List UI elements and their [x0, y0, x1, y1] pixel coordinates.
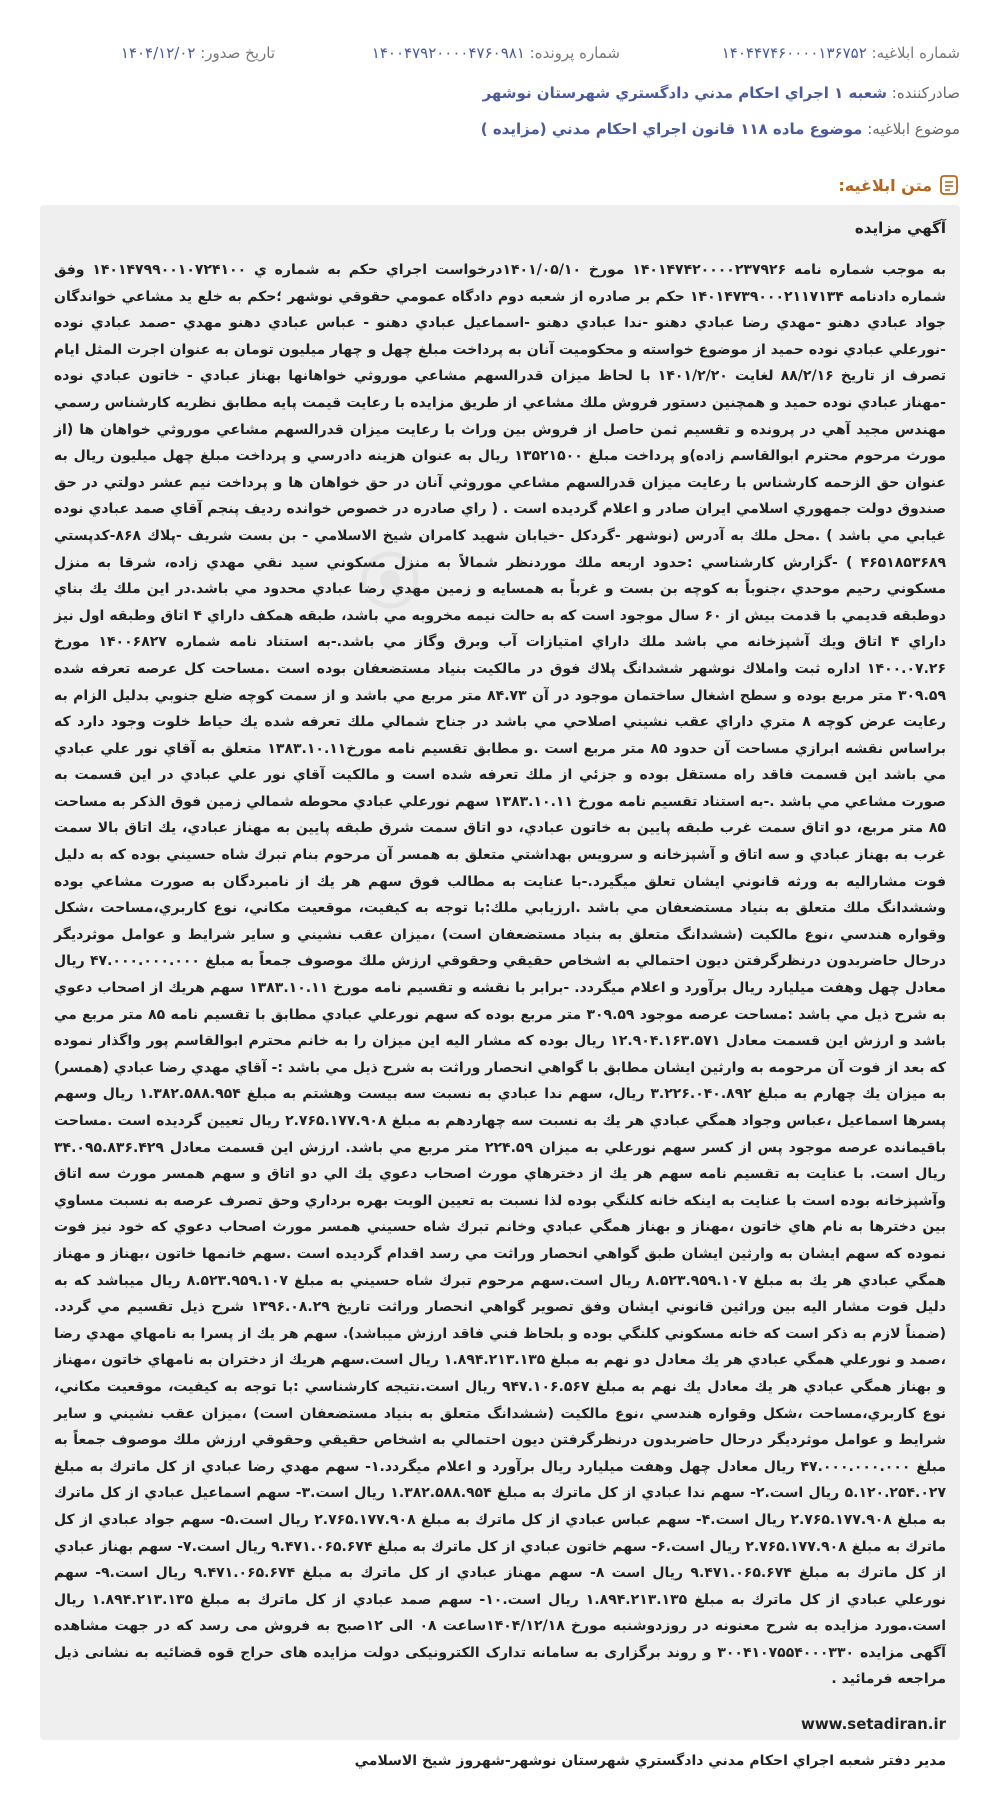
setadiran-link[interactable]: www.setadiran.ir	[800, 1715, 946, 1734]
issuer-label: صادرکننده:	[891, 84, 960, 102]
notice-number	[722, 44, 960, 62]
notice-meta-row	[40, 44, 960, 72]
notice-text-heading	[838, 172, 960, 198]
issue-date-label: تاریخ صدور:	[200, 44, 275, 62]
notice-text-heading-label: متن ابلاغیه:	[838, 175, 932, 195]
notice-document-icon	[938, 174, 960, 196]
notice-number-value: ۱۴۰۴۴۷۴۶۰۰۰۰۱۳۶۷۵۲	[721, 44, 867, 62]
case-number-label: شماره پرونده:	[529, 44, 620, 62]
notice-number-label: شماره ابلاغیه:	[871, 44, 960, 62]
issuer-line	[40, 84, 960, 110]
notice-text-box	[40, 205, 960, 1770]
notice-body: به موجب شماره نامه ۱۴۰۱۴۷۴۲۰۰۰۰۲۳۷۹۲۶ مورخ ۱۴۰۱/۰۵/۱۰درخواست اجراي حكم به شماره ي ۱۴۰۱۴۷۹۹۰۰۱۰۷۲۴۱۰۰ وفق شماره دادنامه ۱۴۰۱۴۷۳۹۰۰۰۲۱۱۷۱۳۴ حكم بر صادره از شعبه دوم دادگاه عمومي حقوقي نوشهر ؛حكم به خلع يد مشاعي خواندگان جواد عبادي دهنو -مهدي رضا عبادي دهنو -ندا عبادي دهنو -اسماعيل عبادي دهنو - عباس عبادي دهنو مهدي -صمد عبادي نوده -نورعلي عبادي نوده حميد از موضوع خواسته و محكوميت آنان به پرداخت مبلغ چهل و چهار ميليون تومان به عنوان اجرت المثل ايام تصرف از تاريخ ۸۸/۲/۱۶ لغايت ۱۴۰۱/۲/۲۰ با لحاظ ميزان قدرالسهم مشاعي موروثي خواهانها بهناز عبادي - خاتون عبادي نوده -مهناز عبادي نوده حميد و همچنين دستور فروش ملك مشاعي از طريق مزايده با رعايت قيمت پايه مطابق نظريه كارشناس رسمي مهندس مجيد آهي در پرونده و تقسيم ثمن حاصل از فروش بين وراث با رعايت ميزان قدرالسهم مشاعي موروثي خواهان ها (از مورث مرحوم محترم ابوالقاسم زاده)و پرداخت مبلغ ۱۳۵۲۱۵۰۰ ريال به عنوان هزينه دادرسي و پرداخت مبلغ چهل ميليون ريال به عنوان حق الزحمه كارشناس با رعايت ميزان قدرالسهم مشاعي موروثي آنان در حق خواهان ها و پرداخت نيم عشر دولتي در حق صندوق دولت جمهوري اسلامي ايران صادر و اعلام گرديده است . ( راي صادره در خصوص خوانده رديف پنجم آقاي صمد عبادي نوده غيابي مي باشد ) .محل ملك به آدرس (نوشهر -گردكل -خيابان شهيد كامران شيخ الاسلامي - بن بست شريف -پلاك ۸۶۸-كدپستي ۴۶۵۱۸۵۳۶۸۹ ) -گزارش كارشناسي :حدود اربعه ملك موردنظر شمالاً به منزل مسكوني سيد نقي مهدي زاده، شرقا به منزل مسكوني رحيم موحدي ،جنوباً به كوچه بن بست و غرباً به همسايه و زمين مهدي رضا عبادي محدود مي باشد.در اين ملك يك بناي دوطبقه قديمي با قدمت بيش از ۶۰ سال موجود است كه به حالت نيمه مخروبه مي باشد، طبقه همكف داراي ۴ اتاق وطبقه اول نيز داراي ۴ اتاق ويك آشپزخانه مي باشد ملك داراي امتيازات آب وبرق وگاز مي باشد.-به استناد نامه شماره ۱۴۰۰۶۸۲۷ مورخ ۱۴۰۰.۰۷.۲۶ اداره ثبت واملاك نوشهر ششدانگ پلاك فوق در مالكيت بنياد مستضعفان بوده است .مساحت كل عرصه تعرفه شده ۳۰۹.۵۹ متر مربع بوده و سطح اشغال ساختمان موجود در آن ۸۴.۷۳ متر مربع مي باشد و از سمت كوچه ضلع جنوبي بدليل الزام به رعايت عرض كوچه ۸ متري داراي عقب نشيني اصلاحي مي باشد در جناح شمالي ملك تعرفه شده يك حياط خلوت وجود دارد كه براساس نقشه ابرازي مساحت آن حدود ۸۵ متر مربع است .و مطابق تقسيم نامه مورخ۱۳۸۳.۱۰.۱۱ متعلق به آقاي نور علي عبادي مي باشد اين قسمت فاقد راه مستقل بوده و جزئي از ملك تعرفه شده است و مالكيت آقاي نور علي عبادي در اين قسمت به صورت مشاعي مي باشد .-به استناد تقسيم نامه مورخ ۱۳۸۳.۱۰.۱۱ سهم نورعلي عبادي محوطه شمالي زمين فوق الذكر به مساحت ۸۵ متر مربع، دو اتاق سمت غرب طبقه پايين به خاتون عبادي، دو اتاق سمت شرق طبقه پايين به مهناز عبادي، يك اتاق بالا سمت غرب به بهناز عبادي و سه اتاق و آشپزخانه و سرويس بهداشتي متعلق به همسر آن مرحوم بنام تبرك شاه حسيني بوده كه به دليل فوت مشاراليه به ورثه قانوني ايشان تعلق ميگيرد.-با عنايت به مطالب فوق سهم هر يك از نامبردگان به صورت مشاعي بوده وششدانگ ملك متعلق به بنياد مستضعفان مي باشد .ارزيابي ملك:با توجه به كيفيت، موقعيت مكاني، نوع كاربري،مساحت ،شكل وقواره هندسي ،نوع مالكيت (ششدانگ متعلق به بنياد مستضعفان است) ،ميزان عقب نشيني و ساير شرايط و عوامل موثرديگر درحال حاضربدون درنظرگرفتن ديون احتمالي به اشخاص حقيقي وحقوقي ارزش ملك موصوف جمعاً به مبلغ ۴۷.۰۰۰.۰۰۰.۰۰۰ ريال معادل چهل وهفت ميليارد ريال برآورد و اعلام ميگردد. -برابر با نقشه و تقسيم نامه مورخ ۱۳۸۳.۱۰.۱۱ سهم هريك از اصحاب دعوي به شرح ذيل مي باشد :مساحت عرصه موجود ۳۰۹.۵۹ متر مربع بوده كه سهم نورعلي عبادي مطابق با تقسيم نامه ۸۵ متر مربع مي باشد و ارزش اين قسمت معادل ۱۲.۹۰۴.۱۶۳.۵۷۱ ريال بوده كه مشار اليه اين ميزان را به خانم محترم ابوالقاسم پور واگذار نموده كه بعد از فوت آن مرحومه به وارثين ايشان مطابق با گواهي انحصار وراثت به شرح ذيل مي باشد :- آقاي مهدي رضا عبادي (همسر) به ميزان يك چهارم به مبلغ ۳.۲۲۶.۰۴۰.۸۹۲ ريال، سهم ندا عبادي به نسبت سه بيست وهشتم به مبلغ ۱.۳۸۲.۵۸۸.۹۵۴ ريال وسهم پسرها اسماعيل ،عباس وجواد همگي عبادي هر يك به نسبت سه چهاردهم به مبلغ ۲.۷۶۵.۱۷۷.۹۰۸ ريال تعيين گرديده است .مساحت باقيمانده عرصه موجود پس از كسر سهم نورعلي به ميزان ۲۲۴.۵۹ متر مربع مي باشد. ارزش اين قسمت معادل ۳۴.۰۹۵.۸۳۶.۴۲۹ ريال است. با عنايت به تقسيم نامه سهم هر يك از دخترهاي مورث اصحاب دعوي يك الي دو اتاق و سهم همسر مورث سه اتاق وآشپزخانه بوده است با عنايت به اينكه خانه كلنگي بوده لذا نسبت به تعيين الويت بهره برداري وحق تصرف عرصه به نسبت مساوي بين دخترها به نام هاي خاتون ،مهناز و بهناز همگي عبادي وخانم تبرك شاه حسيني همسر مورث اصحاب دعوي كه خود نيز فوت نموده كه سهم ايشان به وارثين ايشان طبق گواهي انحصار وراثت مي رسد اقدام گرديده است .سهم خانمها خاتون ،بهناز و مهناز همگي عبادي هر يك به مبلغ ۸.۵۲۳.۹۵۹.۱۰۷ ريال است.سهم مرحوم تبرك شاه حسيني به مبلغ ۸.۵۲۳.۹۵۹.۱۰۷ ريال ميباشد كه به دليل فوت مشار اليه بين وراثين قانوني ايشان وفق تصوير گواهي انحصار وراثت تاريخ ۱۳۹۶.۰۸.۲۹ شرح ذيل تقسيم مي گردد.(ضمناً لازم به ذكر است كه خانه مسكوني كلنگي بوده و بلحاظ فني فاقد ارزش ميباشد). سهم هر يك از پسرا به نامهاي مهدي رضا ،صمد و نورعلي همگي عبادي هر يك معادل دو نهم به مبلغ ۱.۸۹۴.۲۱۳.۱۳۵ ريال است.سهم هريك از دختران به نامهاي خاتون ،مهناز و بهناز همگي عبادي هر يك معادل يك نهم به مبلغ ۹۴۷.۱۰۶.۵۶۷ ريال است.نتيجه كارشناسي :با توجه به كيفيت، موقعيت مكاني، نوع كاربري،مساحت ،شكل وقواره هندسي ،نوع مالكيت (ششدانگ متعلق به بنياد مستضعفان است) ،ميزان عقب نشيني و ساير شرايط و عوامل موثرديگر درحال حاضربدون درنظرگرفتن ديون احتمالي به اشخاص حقيقي وحقوقي ارزش ملك موصوف جمعاً به مبلغ ۴۷.۰۰۰.۰۰۰.۰۰۰ ريال معادل چهل وهفت ميليارد ريال برآورد و اعلام ميگردد.۱- سهم مهدي رضا عبادي از كل ماترك به مبلغ ۵.۱۲۰.۲۵۴.۰۲۷ ريال است.۲- سهم ندا عبادي از كل ماترك به مبلغ ۱.۳۸۲.۵۸۸.۹۵۴ ريال است.۳- سهم اسماعيل عبادي از كل ماترك به مبلغ ۲.۷۶۵.۱۷۷.۹۰۸ ريال است.۴- سهم عباس عبادي از كل ماترك به مبلغ ۲.۷۶۵.۱۷۷.۹۰۸ ريال است.۵- سهم جواد عبادي از كل ماترك به مبلغ ۲.۷۶۵.۱۷۷.۹۰۸ ريال است.۶- سهم خاتون عبادي از كل ماترك به مبلغ ۹.۴۷۱.۰۶۵.۶۷۴ ريال است.۷- سهم بهناز عبادي از كل ماترك به مبلغ ۹.۴۷۱.۰۶۵.۶۷۴ ريال است ۸- سهم مهناز عبادي از كل ماترك به مبلغ ۹.۴۷۱.۰۶۵.۶۷۴ ريال است.۹- سهم نورعلي عبادي از كل ماترك به مبلغ ۱.۸۹۴.۲۱۳.۱۳۵ ريال است.۱۰- سهم صمد عبادي از كل ماترك به مبلغ ۱.۸۹۴.۲۱۳.۱۳۵ ريال است.مورد مزايده به شرح معنونه در روزدوشنبه مورخ ۱۴۰۴/۱۲/۱۸ساعت ۰۸ الی ۱۲صبح به فروش می رسد که در جهت مشاهده آگهی مزایده ۳۰۰۴۱۰۷۵۵۴۰۰۰۳۳۰ و روند برگزاری به سامانه تدارک الکترونیکی دولت مزایده های حراج قوه قضائیه به نشانی ذیل مراجعه فرمائید .	[54, 262, 947, 1688]
notice-title: آگهي مزايده	[854, 219, 946, 237]
issuer-value: شعبه ۱ اجراي احكام مدني دادگستري شهرستان نوشهر	[482, 84, 887, 102]
notice-signature: مدير دفتر شعبه اجراي احكام مدني دادگستري شهرستان نوشهر-شهروز شيخ الاسلامي	[354, 1753, 946, 1770]
case-number-value: ۱۴۰۰۴۷۹۲۰۰۰۰۴۷۶۰۹۸۱	[371, 44, 525, 62]
subject-value: موضوع ماده ۱۱۸ قانون اجراي احكام مدني (مزايده )	[480, 120, 863, 138]
case-number	[372, 44, 620, 62]
subject-line	[40, 120, 960, 146]
issue-date-value: ۱۴۰۴/۱۲/۰۲	[120, 44, 196, 62]
subject-label: موضوع ابلاغیه:	[867, 120, 960, 138]
issue-date	[121, 44, 275, 62]
